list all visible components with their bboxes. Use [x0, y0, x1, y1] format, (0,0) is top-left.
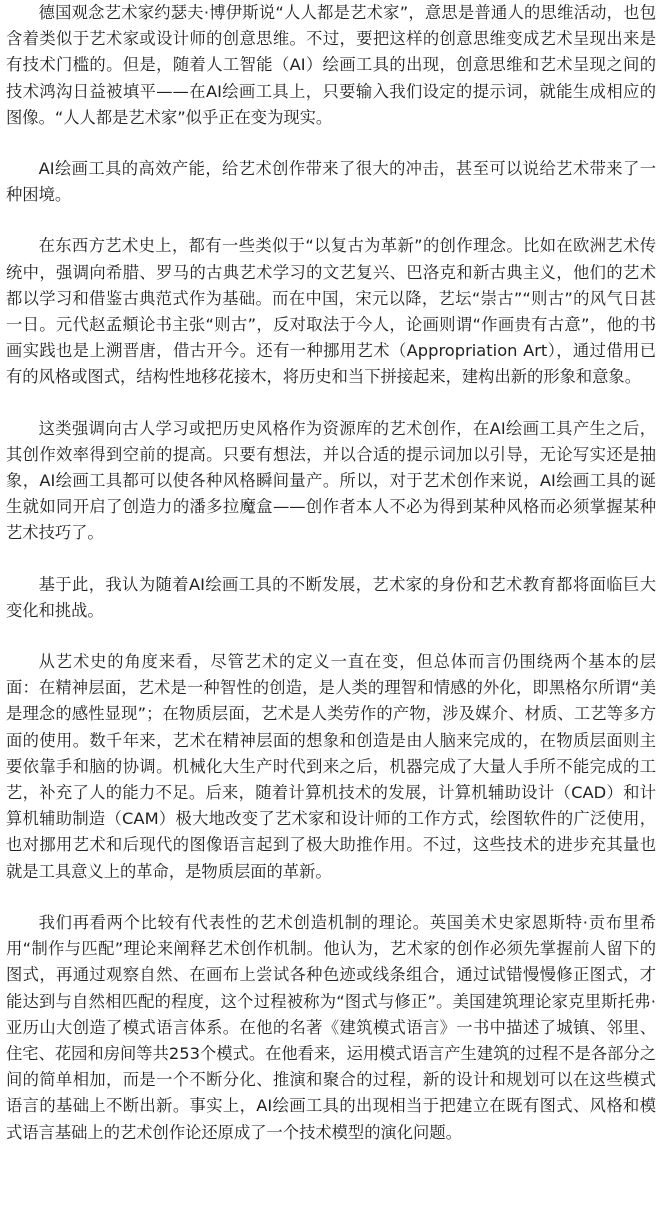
paragraph: 基于此，我认为随着AI绘画工具的不断发展，艺术家的身份和艺术教育都将面临巨大变化和挑战。 [6, 574, 656, 620]
paragraph: 我们再看两个比较有代表性的艺术创造机制的理论。英国美术史家恩斯特·贡布里希用“制作与匹配”理论来阐释艺术创作机制。他认为，艺术家的创作必须先掌握前人留下的图式，再通过观察自然、在画布上尝试各种色迹或线条组合，通过试错慢慢修正图式，才能达到与自然相匹配的程度，这个过程被称为“图式与修正”。美国建筑理论家克里斯托弗·亚历山大创造了模式语言体系。在他的名著《建筑模式语言》一书中描述了城镇、邻里、住宅、花园和房间等共253个模式。在他看来，运用模式语言产生建筑的过程不是各部分之间的简单相加，而是一个不断分化、推演和聚合的过程，新的设计和规划可以在这些模式语言的基础上不断出新。事实上，AI绘画工具的出现相当于把建立在既有图式、风格和模式语言基础上的艺术创作论还原成了一个技术模型的演化问题。 [6, 912, 656, 1142]
paragraph: 在东西方艺术史上，都有一些类似于“以复古为革新”的创作理念。比如在欧洲艺术传统中，强调向希腊、罗马的古典艺术学习的文艺复兴、巴洛克和新古典主义，他们的艺术都以学习和借鉴古典范式作为基础。而在中国，宋元以降，艺坛“崇古”“则古”的风气日甚一日。元代赵孟頫论书主张“则古”，反对取法于今人，论画则谓“作画贵有古意”，他的书画实践也是上溯晋唐，借古开今。还有一种挪用艺术（Appropriation Art），通过借用已有的风格或图式，结构性地移花接木，将历史和当下拼接起来，建构出新的形象和意象。 [6, 236, 656, 387]
paragraph: 德国观念艺术家约瑟夫·博伊斯说“人人都是艺术家”，意思是普通人的思维活动，也包含着类似于艺术家或设计师的创意思维。不过，要把这样的创意思维变成艺术呈现出来是有技术门槛的。但是，随着人工智能（AI）绘画工具的出现，创意思维和艺术呈现之间的技术鸿沟日益被填平——在AI绘画工具上，只要输入我们设定的提示词，就能生成相应的图像。“人人都是艺术家”似乎正在变为现实。 [6, 3, 656, 127]
paragraph: 这类强调向古人学习或把历史风格作为资源库的艺术创作，在AI绘画工具产生之后，其创作效率得到空前的提高。只要有想法，并以合适的提示词加以引导，无论写实还是抽象，AI绘画工具都可以使各种风格瞬间量产。所以，对于艺术创作来说，AI绘画工具的诞生就如同开启了创造力的潘多拉魔盒——创作者本人不必为得到某种风格而必须掌握某种艺术技巧了。 [6, 418, 656, 543]
article-body [6, 0, 656, 1146]
paragraph: 从艺术史的角度来看，尽管艺术的定义一直在变，但总体而言仍围绕两个基本的层面：在精神层面，艺术是一种智性的创造，是人类的理智和情感的外化，即黑格尔所谓“美是理念的感性显现”；在物质层面，艺术是人类劳作的产物，涉及媒介、材质、工艺等多方面的使用。数千年来，艺术在精神层面的想象和创造是由人脑来完成的，在物质层面则主要依靠手和脑的协调。机械化大生产时代到来之后，机器完成了大量人手所不能完成的工艺，补充了人的能力不足。后来，随着计算机技术的发展，计算机辅助设计（CAD）和计算机辅助制造（CAM）极大地改变了艺术家和设计师的工作方式，绘图软件的广泛使用，也对挪用艺术和后现代的图像语言起到了极大助推作用。不过，这些技术的进步充其量也就是工具意义上的革命，是物质层面的革新。 [6, 652, 656, 881]
paragraph: AI绘画工具的高效产能，给艺术创作带来了很大的冲击，甚至可以说给艺术带来了一种困境。 [6, 159, 656, 205]
